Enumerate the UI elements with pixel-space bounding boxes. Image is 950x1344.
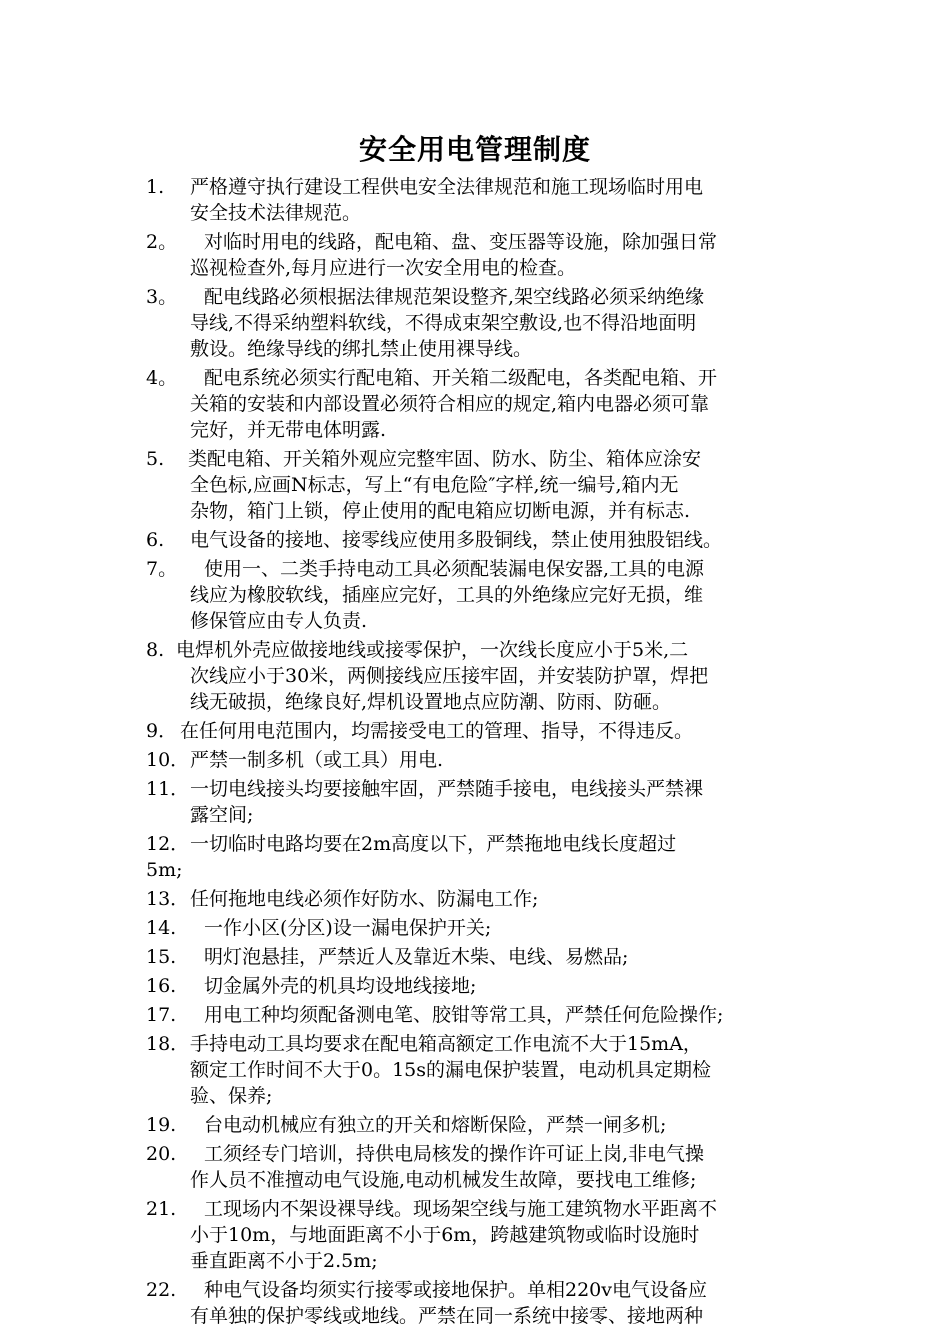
list-item-text: 安全技术法律规范。 — [190, 202, 362, 224]
list-item-number: 11． — [146, 778, 190, 800]
list-item-line — [0, 886, 950, 912]
list-item-text: 额定工作时间不大于0。15s的漏电保护装置，电动机具定期检 — [190, 1059, 712, 1081]
list-item-text: 明灯泡悬挂，严禁近人及靠近木柴、电线、易燃品; — [204, 946, 629, 968]
list-item-line — [0, 802, 950, 828]
list-item-line — [0, 1196, 950, 1222]
list-item-line — [0, 365, 950, 391]
list-item — [0, 831, 950, 883]
list-item — [0, 1277, 950, 1329]
list-item — [0, 556, 950, 634]
list-item-line — [0, 336, 950, 362]
list-item-line — [0, 857, 950, 883]
list-item-text: 电气设备的接地、接零线应使用多股铜线，禁止使用独股铝线。 — [190, 529, 723, 551]
list-item-text: 在任何用电范围内，均需接受电工的管理、指导，不得违反。 — [180, 720, 694, 742]
list-item-text: 一切临时电路均要在2m高度以下，严禁拖地电线长度超过 — [190, 833, 677, 855]
list-item-line — [0, 417, 950, 443]
list-item — [0, 886, 950, 912]
list-item-number: 5. — [146, 448, 165, 470]
list-item-line — [0, 174, 950, 200]
list-item-number: 14. — [146, 917, 177, 939]
list-item — [0, 527, 950, 553]
list-item-text: 垂直距离不小于2.5m; — [190, 1250, 378, 1272]
list-item-line — [0, 689, 950, 715]
list-item-line — [0, 1083, 950, 1109]
list-item — [0, 973, 950, 999]
list-item — [0, 944, 950, 970]
list-item-text: 杂物，箱门上锁，停止使用的配电箱应切断电源，并有标志. — [190, 500, 691, 522]
list-item-line — [0, 255, 950, 281]
list-item-text: 使用一、二类手持电动工具必须配装漏电保安器,工具的电源 — [204, 558, 705, 580]
list-item-line — [0, 556, 950, 582]
list-item-line — [0, 1031, 950, 1057]
list-item-number: 12． — [146, 833, 190, 855]
list-item-text: 手持电动工具均要求在配电箱高额定工作电流不大于15mA， — [190, 1033, 702, 1055]
list-item-number: 16. — [146, 975, 177, 997]
list-item — [0, 1141, 950, 1193]
list-item-number: 17. — [146, 1004, 177, 1026]
list-item-text: 一切电线接头均要接触牢固，严禁随手接电，电线接头严禁裸 — [190, 778, 704, 800]
list-item-line — [0, 944, 950, 970]
list-item-number: 21. — [146, 1198, 177, 1220]
list-item-number: 4。 — [146, 367, 178, 389]
list-item-text: 敷设。绝缘导线的绑扎禁止使用裸导线。 — [190, 338, 533, 360]
list-item-text: 作人员不准擅动电气设施,电动机械发生故障，要找电工维修; — [190, 1169, 697, 1191]
list-item — [0, 915, 950, 941]
list-item-text: 导线,不得采纳塑料软线，不得成束架空敷设,也不得沿地面明 — [190, 312, 697, 334]
list-item-text: 5m; — [146, 859, 183, 881]
list-item-text: 配电线路必须根据法律规范架设整齐,架空线路必须采纳绝缘 — [204, 286, 705, 308]
list-item-text: 工须经专门培训，持供电局核发的操作许可证上岗,非电气操 — [204, 1143, 705, 1165]
list-item-text: 类配电箱、开关箱外观应完整牢固、防水、防尘、箱体应涂安 — [188, 448, 702, 470]
list-item-line — [0, 527, 950, 553]
list-item-text: 小于10m，与地面距离不小于6m，跨越建筑物或临时设施时 — [190, 1224, 700, 1246]
list-item — [0, 718, 950, 744]
list-item-line — [0, 1277, 950, 1303]
list-item-line — [0, 973, 950, 999]
list-item-text: 线应为橡胶软线，插座应完好，工具的外绝缘应完好无损，维 — [190, 584, 704, 606]
list-item-number: 1. — [146, 176, 165, 198]
list-item-text: 工现场内不架设裸导线。现场架空线与施工建筑物水平距离不 — [204, 1198, 718, 1220]
list-item-line — [0, 718, 950, 744]
list-item-line — [0, 582, 950, 608]
list-item-number: 22. — [146, 1279, 177, 1301]
list-item-text: 台电动机械应有独立的开关和熔断保险，严禁一闸多机; — [204, 1114, 667, 1136]
list-item-line — [0, 229, 950, 255]
list-item-text: 种电气设备均须实行接零或接地保护。单相220v电气设备应 — [204, 1279, 708, 1301]
list-item-line — [0, 1248, 950, 1274]
list-item-line — [0, 915, 950, 941]
list-item-text: 线无破损，绝缘良好,焊机设置地点应防潮、防雨、防砸。 — [190, 691, 672, 713]
list-item-number: 19. — [146, 1114, 177, 1136]
list-item-text: 严禁一制多机（或工具）用电. — [190, 749, 444, 771]
list-item-text: 一作小区(分区)设一漏电保护开关; — [204, 917, 492, 939]
list-item-text: 对临时用电的线路，配电箱、盘、变压器等设施，除加强日常 — [204, 231, 718, 253]
list-item-text: 露空间; — [190, 804, 254, 826]
list-item-line — [0, 1222, 950, 1248]
list-item-number: 7。 — [146, 558, 178, 580]
list-item-line — [0, 284, 950, 310]
list-item-line — [0, 747, 950, 773]
rules-list — [0, 174, 950, 1332]
list-item-number: 13． — [146, 888, 190, 910]
list-item-line — [0, 1303, 950, 1329]
list-item-text: 电焊机外壳应做接地线或接零保护，一次线长度应小于5米,二 — [176, 639, 689, 661]
list-item-number: 18． — [146, 1033, 190, 1055]
list-item-text: 完好，并无带电体明露. — [190, 419, 387, 441]
list-item-text: 关箱的安装和内部设置必须符合相应的规定,箱内电器必须可靠 — [190, 393, 710, 415]
list-item — [0, 1031, 950, 1109]
list-item-text: 全色标,应画N标志，写上“有电危险″字样,统一编号,箱内无 — [190, 474, 679, 496]
list-item-number: 9． — [146, 720, 178, 742]
list-item-number: 3。 — [146, 286, 178, 308]
list-item-number: 2。 — [146, 231, 178, 253]
list-item-line — [0, 663, 950, 689]
page-title: 安全用电管理制度 — [358, 133, 591, 166]
list-item-text: 严格遵守执行建设工程供电安全法律规范和施工现场临时用电 — [190, 176, 704, 198]
list-item-line — [0, 831, 950, 857]
list-item-line — [0, 608, 950, 634]
list-item-line — [0, 446, 950, 472]
list-item — [0, 776, 950, 828]
list-item-line — [0, 1057, 950, 1083]
list-item-line — [0, 1167, 950, 1193]
list-item-number: 10． — [146, 749, 190, 771]
list-item-text: 验、保养; — [190, 1085, 273, 1107]
list-item-line — [0, 391, 950, 417]
list-item-line — [0, 310, 950, 336]
list-item — [0, 365, 950, 443]
list-item-text: 任何拖地电线必须作好防水、防漏电工作; — [190, 888, 539, 910]
list-item-text: 巡视检查外,每月应进行一次安全用电的检查。 — [190, 257, 577, 279]
list-item — [0, 1112, 950, 1138]
list-item-text: 用电工种均须配备测电笔、胶钳等常工具，严禁任何危险操作; — [204, 1004, 724, 1026]
list-item — [0, 1196, 950, 1274]
list-item-line — [0, 1112, 950, 1138]
list-item-line — [0, 1141, 950, 1167]
list-item-text: 次线应小于30米，两侧接线应压接牢固，并安装防护罩，焊把 — [190, 665, 709, 687]
list-item-line — [0, 200, 950, 226]
list-item-number: 6. — [146, 529, 165, 551]
list-item-text: 修保管应由专人负责. — [190, 610, 368, 632]
list-item-text: 切金属外壳的机具均设地线接地; — [204, 975, 477, 997]
list-item — [0, 229, 950, 281]
list-item-text: 有单独的保护零线或地线。严禁在同一系统中接零、接地两种 — [190, 1305, 704, 1327]
list-item-text: 配电系统必须实行配电箱、开关箱二级配电，各类配电箱、开 — [204, 367, 718, 389]
list-item — [0, 1002, 950, 1028]
list-item-line — [0, 637, 950, 663]
list-item — [0, 174, 950, 226]
list-item-line — [0, 472, 950, 498]
list-item-number: 8. — [146, 639, 165, 661]
list-item — [0, 446, 950, 524]
list-item — [0, 284, 950, 362]
list-item-line — [0, 776, 950, 802]
list-item-line — [0, 498, 950, 524]
list-item-number: 20. — [146, 1143, 177, 1165]
list-item — [0, 637, 950, 715]
list-item — [0, 747, 950, 773]
list-item-line — [0, 1002, 950, 1028]
list-item-number: 15. — [146, 946, 177, 968]
